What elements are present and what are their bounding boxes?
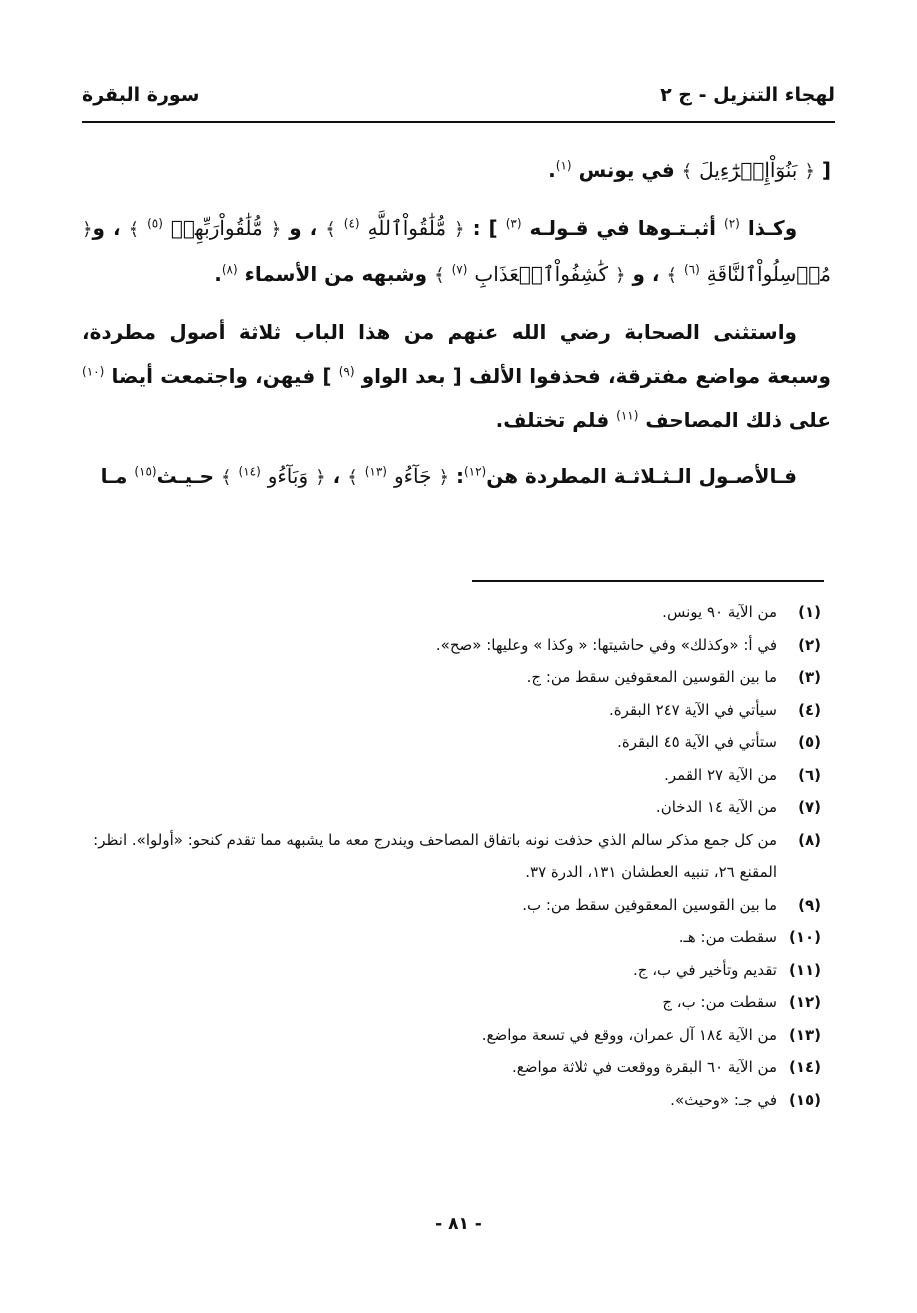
footnote-text: من الآية ٩٠ يونس. <box>662 603 777 621</box>
footnote-number: (١٣) <box>788 1025 821 1044</box>
text-segment: وكـذا <box>747 216 798 240</box>
quran-word: جَآءُو <box>393 464 432 488</box>
text-segment: . <box>214 262 222 286</box>
footnote-separator <box>472 580 824 582</box>
surah-title: سورة البقرة <box>82 84 200 106</box>
footnote-ref[interactable]: (٥) <box>147 216 163 231</box>
quran-word: كَٰشِفُواْٱلۡعَذَابِ <box>474 262 609 286</box>
footnote-number: (١١) <box>788 960 821 979</box>
page-number: - ٨١ - <box>435 1214 482 1234</box>
text-segment: . <box>548 158 556 182</box>
ornament-open: ﴿ <box>270 219 282 240</box>
footnote-item <box>70 1084 821 1117</box>
text-segment: ] فيهن، واجتمعت أيضا <box>111 364 332 388</box>
footnote-item <box>70 954 821 987</box>
footnote-text: من الآية ٢٧ القمر. <box>664 765 777 784</box>
footnote-item <box>70 1051 821 1084</box>
text-segment: : <box>455 464 464 488</box>
footnote-text: ما بين القوسين المعقوفين سقط من: ج. <box>526 668 777 686</box>
quran-word: بَنُوٓاْإِسۡرَٰٓءِيلَ <box>699 158 798 182</box>
ornament-close: ﴾ <box>347 467 358 488</box>
ornament-close: ﴾ <box>681 161 693 182</box>
text-segment: فـالأصـول الـثـلاثـة المطردة هن <box>486 464 797 488</box>
footnote-ref[interactable]: (١٢) <box>463 464 487 479</box>
footnote-ref[interactable]: (٦) <box>683 262 700 277</box>
footnote-text: من الآية ١٨٤ آل عمران، ووقع في تسعة مواضع. <box>481 1025 777 1044</box>
footnote-item <box>70 889 821 922</box>
text-segment: ، و <box>289 216 318 240</box>
footnote-ref[interactable]: (٤) <box>343 216 360 231</box>
header-rule <box>82 121 835 123</box>
ornament-open: ﴿ <box>614 265 626 286</box>
main-text <box>82 148 831 512</box>
footnote-ref[interactable]: (٣) <box>505 216 522 231</box>
paragraph-1 <box>82 148 831 194</box>
footnote-ref[interactable]: (١١) <box>616 408 639 423</box>
quran-word: وَبَآءُو <box>267 464 309 488</box>
footnote-ref[interactable]: (١٠) <box>82 364 105 379</box>
text-segment: ، <box>332 464 341 488</box>
footnotes-list <box>70 596 821 1116</box>
footnote-ref[interactable]: (٨) <box>221 262 238 277</box>
footnote-number: (٨) <box>798 830 821 849</box>
footnote-text: في جـ: «وحيث». <box>670 1090 777 1109</box>
footnote-item <box>70 694 821 727</box>
footnote-ref[interactable]: (٩) <box>338 364 355 379</box>
book-title: لهجاء التنزيل - ج ٢ <box>660 84 835 106</box>
footnote-ref[interactable]: (١٥) <box>134 464 157 479</box>
ornament-open: ﴿ <box>438 467 449 488</box>
quran-word: مُّلَٰقُواْرَبِّهِمۡ <box>170 216 263 240</box>
footnote-number: (٩) <box>798 895 821 914</box>
text-segment: وشبهه من الأسماء <box>244 262 428 286</box>
ornament-open: ﴿ <box>804 161 815 182</box>
footnote-item <box>70 759 821 792</box>
footnote-number: (٣) <box>798 668 821 686</box>
footnote-text: ستأتي في الآية ٤٥ البقرة. <box>617 733 777 751</box>
footnote-item <box>70 791 821 824</box>
ornament-open: ﴿ <box>315 467 326 488</box>
footnote-ref[interactable]: (٢) <box>724 216 740 231</box>
footnote-text: تقديم وتأخير في ب، ج. <box>632 960 777 979</box>
text-segment: أثبـتـوها في قـولـه <box>529 216 717 240</box>
quran-word: مُّلَٰقُواْٱللَّهِ <box>367 216 447 240</box>
quran-word: مُرۡسِلُواْٱلنَّاقَةِ <box>706 262 831 286</box>
ornament-close: ﴾ <box>128 219 140 240</box>
footnote-number: (١٢) <box>788 993 821 1011</box>
footnote-text: في أ: «وكذلك» وفي حاشيتها: « وكذا » وعليها: «صح». <box>435 635 777 654</box>
footnote-ref[interactable]: (١٣) <box>364 464 387 479</box>
footnote-number: (١٥) <box>788 1090 821 1109</box>
footnote-ref[interactable]: (١٤) <box>238 464 261 479</box>
running-header <box>82 74 835 116</box>
ornament-close: ﴾ <box>325 219 336 240</box>
open-bracket: [ <box>821 158 831 182</box>
text-segment: ، <box>112 216 121 240</box>
footnote-number: (١٠) <box>788 928 821 946</box>
ornament-close: ﴾ <box>220 467 232 488</box>
text-segment: ، و <box>632 262 660 286</box>
footnote-text: سقطت من: ب، ج <box>662 993 777 1011</box>
text-segment: على ذلك المصاحف <box>645 408 831 432</box>
footnote-text: سيأتي في الآية ٢٤٧ البقرة. <box>609 700 777 719</box>
footnote-item <box>70 824 821 889</box>
footnote-item <box>70 986 821 1019</box>
footnote-text: من كل جمع مذكر سالم الذي حذفت نونه باتفاق المصاحف ويندرج معه ما يشبهه مما تقدم كنحو: «أولوا». انظر: المقنع ٢٦، تنبيه العطشان ١٣١، الدرة ٣٧. <box>93 830 777 881</box>
footnote-number: (١٤) <box>788 1058 821 1076</box>
paragraph-4 <box>82 454 831 500</box>
footnote-item <box>70 661 821 694</box>
text-segment: و <box>92 216 105 240</box>
footnote-item <box>70 921 821 954</box>
footnote-text: سقطت من: هـ. <box>678 928 777 946</box>
footnote-ref[interactable]: (٧) <box>451 262 468 277</box>
paragraph-3 <box>82 310 831 442</box>
footnote-text: من الآية ١٤ الدخان. <box>655 798 777 816</box>
text-segment: في يونس <box>578 158 675 182</box>
text-segment: حـيـث <box>156 464 215 488</box>
text-segment: فلم تختلف. <box>495 408 610 432</box>
ornament-close: ﴾ <box>434 265 445 286</box>
ornament-open: ﴿ <box>454 219 465 240</box>
footnote-item <box>70 629 821 662</box>
footnote-item <box>70 726 821 759</box>
footnote-item <box>70 596 821 629</box>
text-segment: واستثنى الصحابة رضي الله عنهم من هذا الباب ثلاثة أصول مطردة، وسبعة مواضع مفترقة، فحذفوا الألف [ بعد الواو <box>82 320 831 388</box>
footnote-number: (٥) <box>798 733 821 751</box>
ornament-close: ﴾ <box>666 265 678 286</box>
footnote-number: (٦) <box>798 765 821 784</box>
footnote-item <box>70 1019 821 1052</box>
footnote-number: (٧) <box>798 798 821 816</box>
text-segment: ] : <box>472 216 498 240</box>
text-segment: مـا <box>100 464 128 488</box>
paragraph-2 <box>82 206 831 298</box>
footnote-ref[interactable]: (١) <box>555 158 572 173</box>
footnote-number: (٤) <box>798 700 821 719</box>
footnote-number: (١) <box>798 603 821 621</box>
ornament-open: ﴿ <box>82 219 93 240</box>
footnote-number: (٢) <box>798 635 821 654</box>
footnote-text: ما بين القوسين المعقوفين سقط من: ب. <box>522 895 777 914</box>
footnote-text: من الآية ٦٠ البقرة ووقعت في ثلاثة مواضع. <box>512 1058 777 1076</box>
